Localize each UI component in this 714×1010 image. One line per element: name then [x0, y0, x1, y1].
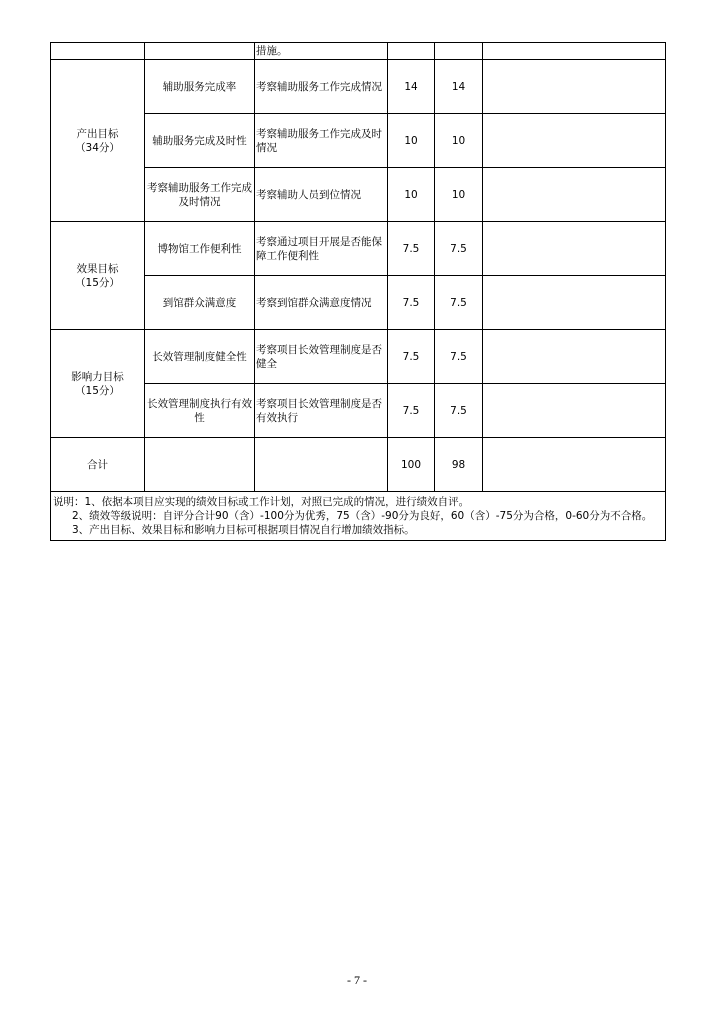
- indicator-name-cell: 长效管理制度执行有效性: [145, 384, 255, 438]
- indicator-content-cell: 考察辅助服务工作完成情况: [255, 60, 388, 114]
- remark-cell: [483, 114, 666, 168]
- total-self-score: 98: [435, 438, 483, 492]
- target-score-cell: 7.5: [388, 384, 435, 438]
- self-score-cell: 7.5: [435, 276, 483, 330]
- table-cell-empty: [483, 43, 666, 60]
- self-score-cell: 10: [435, 168, 483, 222]
- group-cell-effect: [51, 222, 145, 330]
- indicator-name-cell: 到馆群众满意度: [145, 276, 255, 330]
- group-cell-output: [51, 60, 145, 222]
- page-number: - 7 -: [347, 973, 367, 987]
- remark-cell: [483, 330, 666, 384]
- self-score-cell: 14: [435, 60, 483, 114]
- target-score-cell: 7.5: [388, 222, 435, 276]
- group-weight: （15分）: [75, 384, 120, 397]
- table-cell-empty: [51, 43, 145, 60]
- indicator-name-cell: 辅助服务完成及时性: [145, 114, 255, 168]
- indicator-content-cell: 措施。: [255, 43, 388, 60]
- self-score-cell: 7.5: [435, 384, 483, 438]
- table-cell-empty: [145, 43, 255, 60]
- indicator-content-cell: 考察辅助服务工作完成及时情况: [255, 114, 388, 168]
- table-row: [51, 222, 666, 276]
- self-score-cell: 7.5: [435, 222, 483, 276]
- target-score-cell: 14: [388, 60, 435, 114]
- table-cell-empty: [388, 43, 435, 60]
- table-row: [51, 330, 666, 384]
- group-weight: （15分）: [75, 276, 120, 289]
- total-row: [51, 438, 666, 492]
- remark-cell: [483, 384, 666, 438]
- group-label: 效果目标: [76, 262, 119, 275]
- remark-cell: [483, 222, 666, 276]
- notes-row: [51, 492, 666, 541]
- indicator-content-cell: 考察项目长效管理制度是否健全: [255, 330, 388, 384]
- table-row: [51, 60, 666, 114]
- indicator-name-cell: 考察辅助服务工作完成及时情况: [145, 168, 255, 222]
- target-score-cell: 10: [388, 168, 435, 222]
- table-cell-empty: [145, 438, 255, 492]
- indicator-content-cell: 考察到馆群众满意度情况: [255, 276, 388, 330]
- performance-evaluation-table: [50, 42, 666, 541]
- note-line: 2、绩效等级说明：自评分合计90（含）-100分为优秀，75（含）-90分为良好，60（含）-75分为合格，0-60分为不合格。: [72, 510, 653, 522]
- indicator-content-cell: 考察通过项目开展是否能保障工作便利性: [255, 222, 388, 276]
- remark-cell: [483, 60, 666, 114]
- indicator-content-cell: 考察辅助人员到位情况: [255, 168, 388, 222]
- indicator-name-cell: 长效管理制度健全性: [145, 330, 255, 384]
- group-cell-influence: [51, 330, 145, 438]
- group-label: 产出目标: [76, 127, 119, 140]
- table-cell-empty: [255, 438, 388, 492]
- self-score-cell: 10: [435, 114, 483, 168]
- indicator-name-cell: 博物馆工作便利性: [145, 222, 255, 276]
- target-score-cell: 10: [388, 114, 435, 168]
- notes-cell: [51, 492, 666, 541]
- target-score-cell: 7.5: [388, 330, 435, 384]
- table-cell-empty: [435, 43, 483, 60]
- indicator-content-cell: 考察项目长效管理制度是否有效执行: [255, 384, 388, 438]
- table-row-continuation: [51, 43, 666, 60]
- note-line: 3、产出目标、效果目标和影响力目标可根据项目情况自行增加绩效指标。: [72, 524, 415, 536]
- remark-cell: [483, 168, 666, 222]
- group-weight: （34分）: [75, 141, 120, 154]
- group-label: 影响力目标: [71, 370, 124, 383]
- indicator-name-cell: 辅助服务完成率: [145, 60, 255, 114]
- total-target-score: 100: [388, 438, 435, 492]
- self-score-cell: 7.5: [435, 330, 483, 384]
- note-line: 说明：1、依据本项目应实现的绩效目标或工作计划，对照已完成的情况，进行绩效自评。: [53, 496, 470, 508]
- remark-cell: [483, 276, 666, 330]
- target-score-cell: 7.5: [388, 276, 435, 330]
- remark-cell: [483, 438, 666, 492]
- total-label: 合计: [51, 438, 145, 492]
